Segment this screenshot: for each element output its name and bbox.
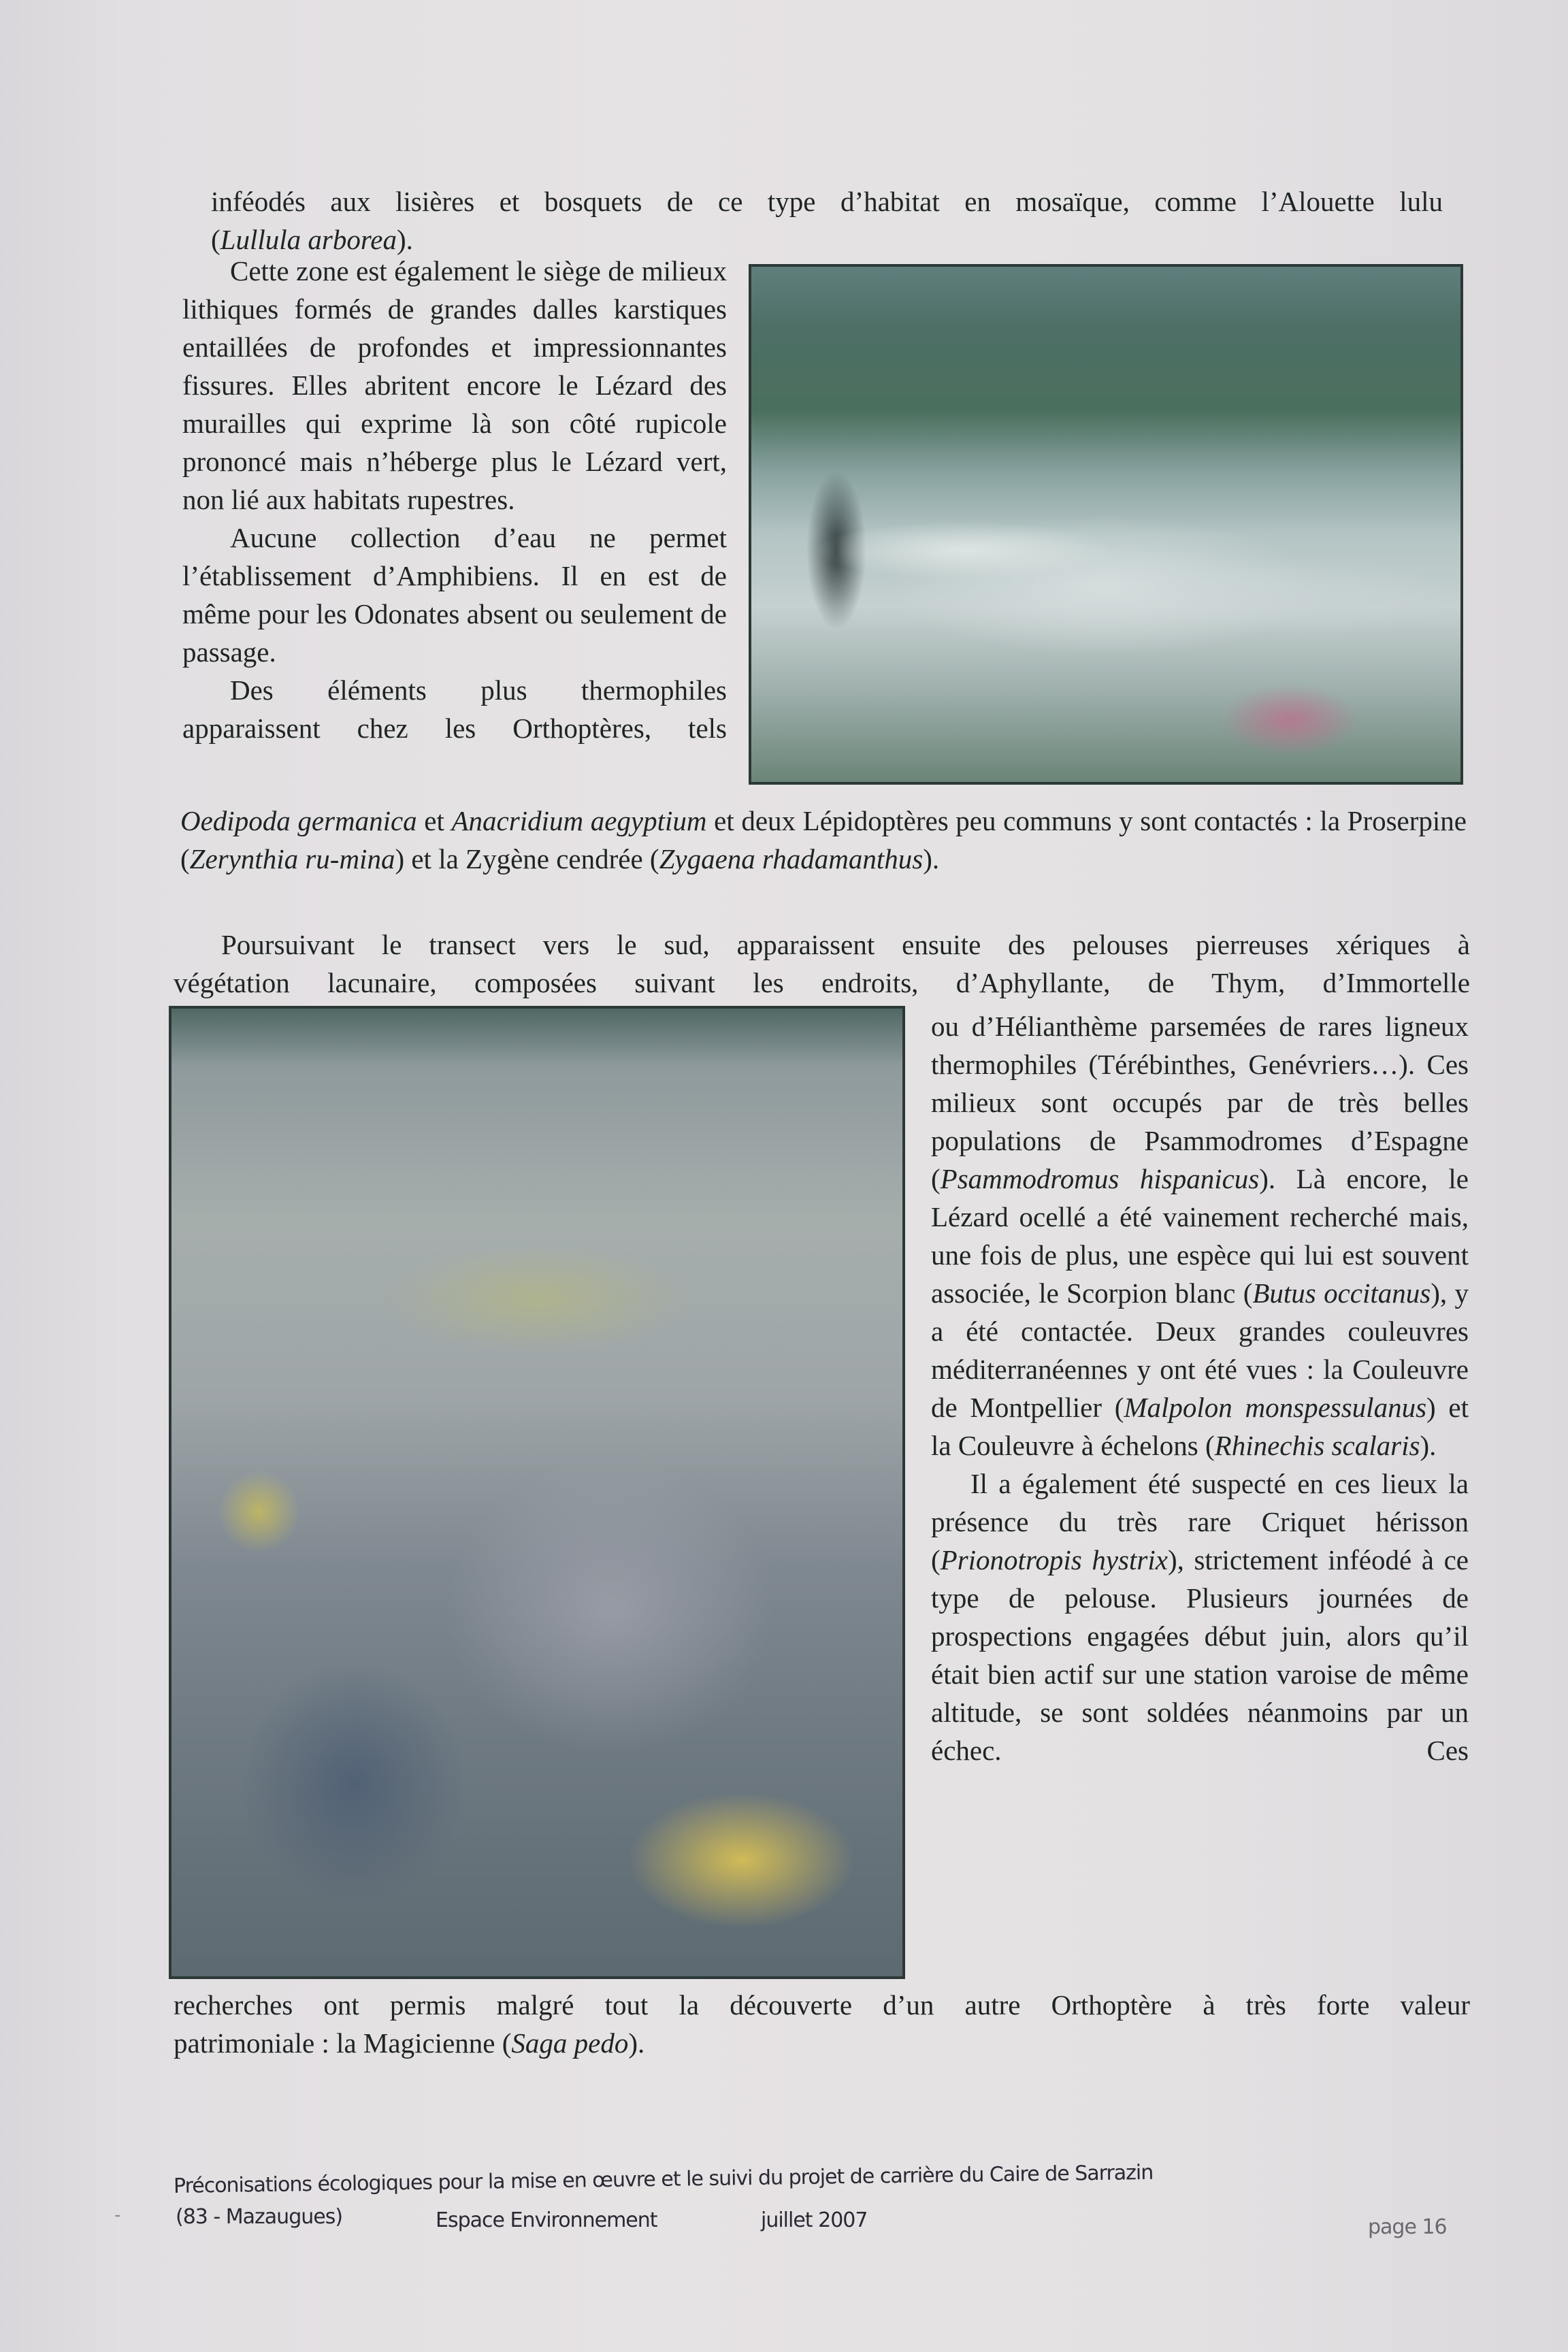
species-prionotropis: Prionotropis hystrix xyxy=(940,1544,1168,1575)
transect-line-2: végétation lacunaire, composées suivant les endroits, d’Aphyllante, de Thym, d’Immortelle xyxy=(174,967,1470,998)
paragraph-lithic: Cette zone est également le siège de milieux lithiques formés de grandes dalles karstiques entaillées de profondes et impressionnantes fissures. Elles abritent encore le Lézard des murailles qui exprime là son côté rupicole prononcé mais n’héberge plus le Lézard vert, non lié aux habitats rupestres. xyxy=(182,255,727,515)
orthoptera-lepidoptera-paragraph: Oedipoda germanica et Anacridium aegyptium et deux Lépidoptères peu communs y sont contactés : la Proserpine (Zerynthia ru-mina) et la Zygène cendrée (Zygaena rhadamanthus). xyxy=(180,805,1467,875)
species-rhinechis: Rhinechis scalaris xyxy=(1214,1430,1420,1461)
species-anacridium: Anacridium aegyptium xyxy=(451,805,707,836)
closing-line-1: recherches ont permis malgré tout la découverte d’un autre Orthoptère à très forte valeur xyxy=(174,1989,1470,2021)
intro-line-2: (Lullula arborea). xyxy=(211,224,413,255)
intro-line-1: inféodés aux lisières et bosquets de ce type d’habitat en mosaïque, comme l’Alouette lulu xyxy=(211,186,1443,217)
closing-line-2: patrimoniale : la Magicienne (Saga pedo). xyxy=(174,2027,645,2059)
footer-mark: - xyxy=(114,2205,120,2225)
transect-line-1: Poursuivant le transect vers le sud, apparaissent ensuite des pelouses pierreuses xériques à xyxy=(221,929,1470,960)
paragraph-thermophiles: Des éléments plus thermophiles apparaissent chez les Orthoptères, tels xyxy=(182,674,727,744)
footer-location: (83 - Mazaugues) xyxy=(176,2205,343,2229)
paragraph-amphibians: Aucune collection d’eau ne permet l’établissement d’Amphibiens. Il en est de même pour les Odonates absent ou seulement de passage. xyxy=(182,522,727,668)
right-column-text xyxy=(931,1007,1469,1769)
stony-grassland-photo xyxy=(169,1006,905,1979)
intro-paragraph xyxy=(211,182,1443,259)
paragraph-prionotropis: Il a également été suspecté en ces lieux la présence du très rare Criquet hérisson (Prionotropis hystrix), strictement inféodé à ce type de pelouse. Plusieurs journées de prospections engagées début juin, alors qu’il était bien actif sur une station varoise de même altitude, se sont soldées néanmoins par un échec. Ces xyxy=(931,1468,1469,1766)
species-saga: Saga pedo xyxy=(511,2027,629,2059)
species-zygaena: Zygaena rhadamanthus xyxy=(659,843,924,875)
karst-landscape-photo xyxy=(749,264,1463,785)
species-butus: Butus occitanus xyxy=(1252,1277,1431,1309)
closing-paragraph xyxy=(174,1986,1470,2062)
footer-date: juillet 2007 xyxy=(761,2208,868,2232)
species-malpolon: Malpolon monspessulanus xyxy=(1124,1392,1427,1423)
left-column-text xyxy=(182,252,727,747)
paragraph-psammodromus: ou d’Hélianthème parsemées de rares ligneux thermophiles (Térébinthes, Genévriers…). Ces milieux sont occupés par de très belles populations de Psammodromes d’Espagne (Psammodromus hispanicus). Là encore, le Lézard ocellé a été vainement recherché mais, une fois de plus, une espèce qui lui est souvent associée, le Scorpion blanc (Butus occitanus), y a été contactée. Deux grandes couleuvres méditerranéennes y ont été vues : la Couleuvre de Montpellier (Malpolon monspessulanus) et la Couleuvre à échelons (Rhinechis scalaris). xyxy=(931,1011,1469,1461)
footer-organization: Espace Environnement xyxy=(436,2208,657,2232)
page-number: page 16 xyxy=(1368,2215,1447,2239)
transect-paragraph xyxy=(174,926,1470,1002)
footer-title: Préconisations écologiques pour la mise en œuvre et le suivi du projet de carrière du Caire de Sarrazin xyxy=(173,2160,1154,2198)
species-lullula: Lullula arborea xyxy=(220,224,397,255)
species-psammodromus: Psammodromus hispanicus xyxy=(940,1163,1260,1194)
species-zerynthia: Zerynthia ru-mina xyxy=(189,843,395,875)
species-oedipoda: Oedipoda germanica xyxy=(180,805,417,836)
